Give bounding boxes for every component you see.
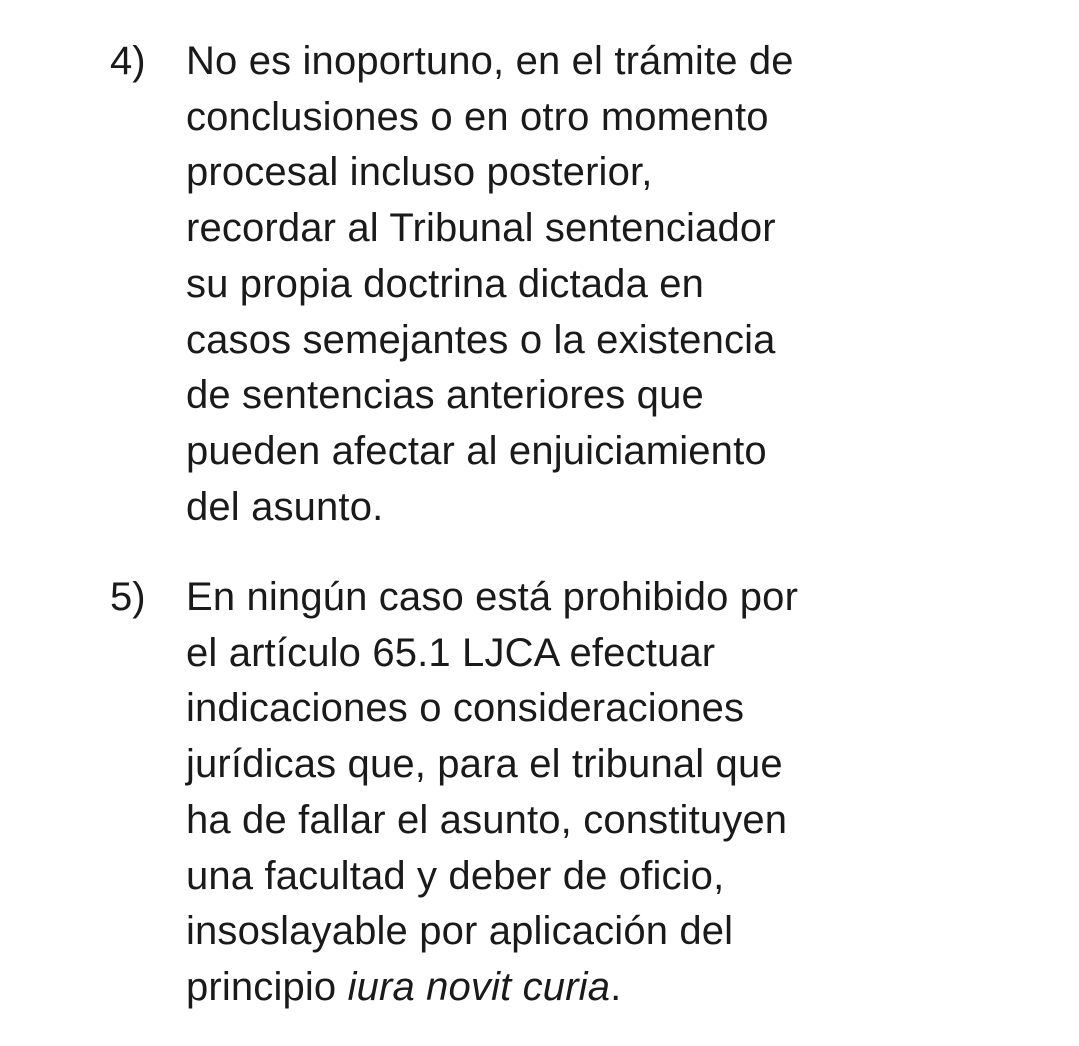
text-line: su propia doctrina dictada en	[186, 261, 705, 306]
text-line: una facultad y deber de oficio,	[186, 853, 725, 898]
text-line: indicaciones o consideraciones	[186, 686, 745, 731]
text-line: de sentencias anteriores que	[186, 373, 704, 418]
text-line: No es inoportuno, en el trámite de	[186, 39, 794, 83]
text-line-last	[186, 960, 976, 1016]
text-line: el artículo 65.1 LJCA efectuar	[186, 630, 716, 675]
line-suffix: .	[610, 964, 622, 1009]
latin-phrase: iura novit curia	[347, 964, 611, 1009]
item-number: 5)	[110, 575, 146, 619]
line-prefix: principio	[186, 964, 348, 1009]
item-number: 4)	[110, 39, 146, 83]
text-line: pueden afectar al enjuiciamiento	[186, 428, 767, 473]
text-line: del asunto.	[186, 484, 384, 529]
item-text	[186, 34, 976, 535]
text-line: insoslayable por aplicación del	[186, 909, 734, 954]
text-line: conclusiones o en otro momento	[186, 94, 769, 139]
text-line: casos semejantes o la existencia	[186, 317, 776, 362]
item-text	[186, 570, 976, 1016]
text-line: jurídicas que, para el tribunal que	[186, 742, 783, 787]
text-line: En ningún caso está prohibido por	[186, 575, 799, 619]
text-line: ha de fallar el asunto, constituyen	[186, 797, 788, 842]
text-line: recordar al Tribunal sentenciador	[186, 206, 776, 251]
text-line: procesal incluso posterior,	[186, 150, 653, 195]
